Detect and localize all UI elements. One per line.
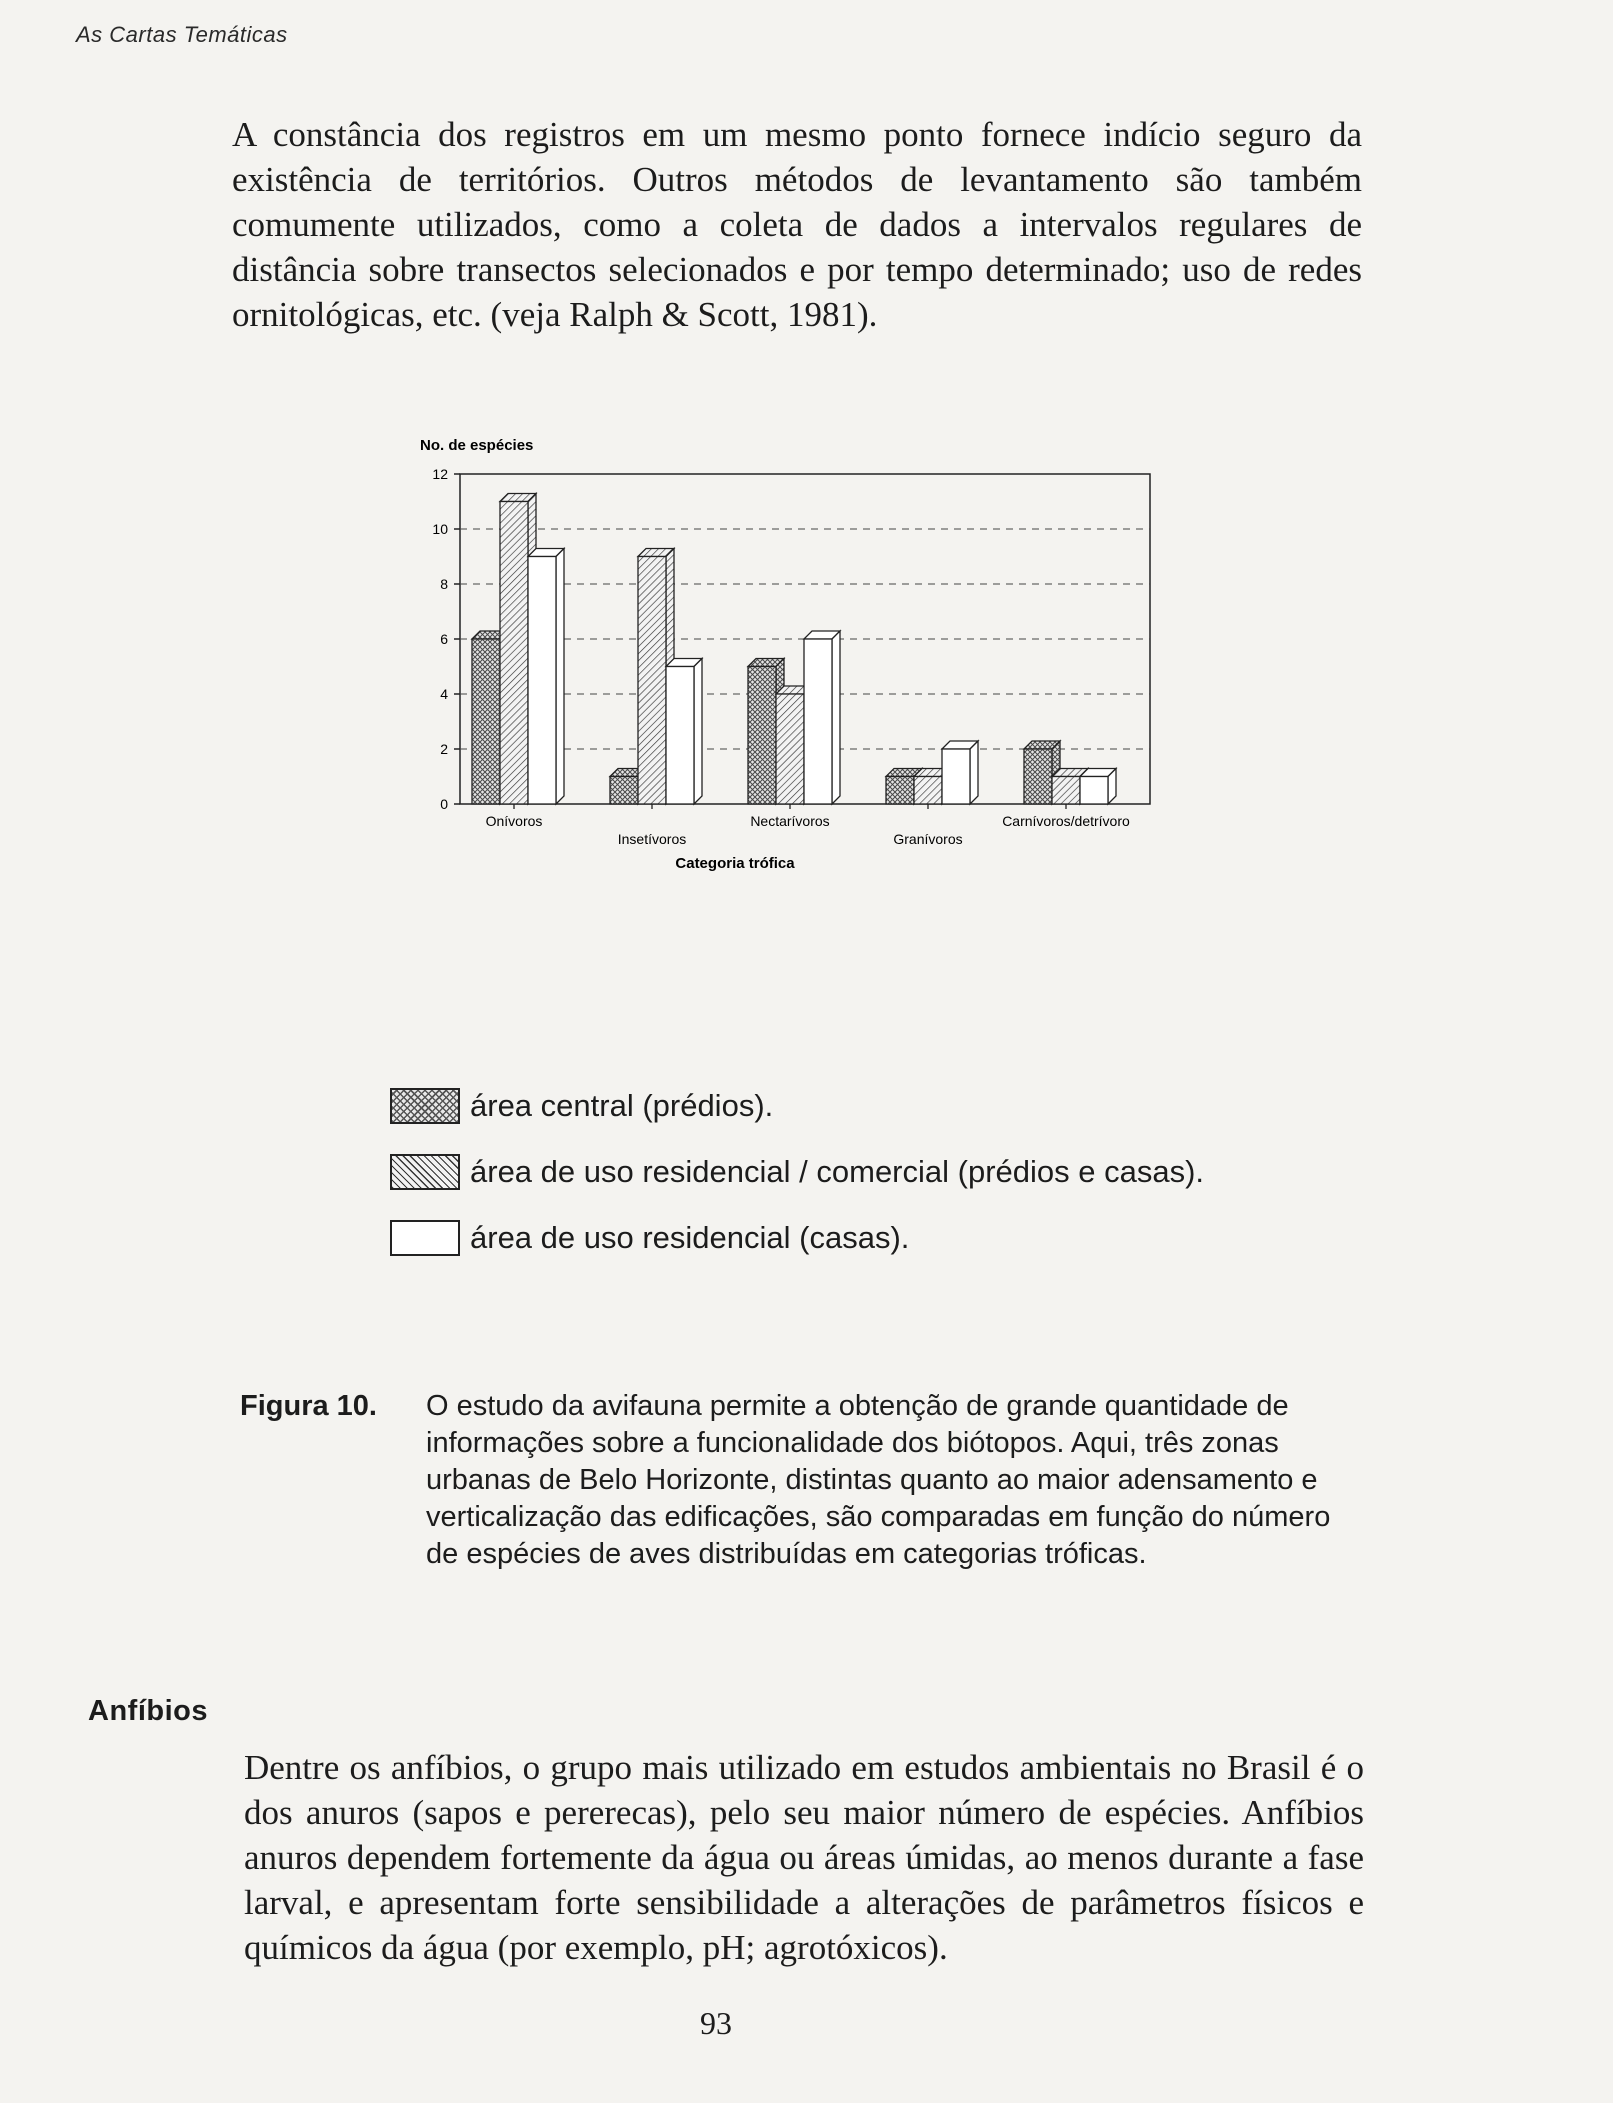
bar-side [694,659,702,805]
bar [528,557,556,805]
legend-item-central [390,1073,1204,1139]
y-tick-label: 6 [440,631,448,647]
y-tick-label: 10 [432,521,448,537]
legend-label-residential: área de uso residencial (casas). [470,1220,910,1255]
section-paragraph: Dentre os anfíbios, o grupo mais utilizado em estudos ambientais no Brasil é o dos anuros (sapos e pererecas), pelo seu maior número de espécies. Anfíbios anuros dependem fortemente da água ou áreas úmidas, ao menos durante a fase larval, e apresentam forte sensibilidade a alterações de parâmetros físicos e químicos da água (por exemplo, pH; agrotóxicos). [244,1748,1364,1967]
y-tick-label: 8 [440,576,448,592]
bar [942,749,970,804]
running-head: As Cartas Temáticas [76,22,288,47]
bar-side [832,631,840,804]
x-tick-label: Nectarívoros [750,813,830,829]
y-tick-label: 2 [440,741,448,757]
bar-side [970,741,978,804]
intro-paragraph: A constância dos registros em um mesmo ponto fornece indício seguro da existência de territórios. Outros métodos de levantamento são também comumente utilizados, como a coleta de dados a intervalos regulares de distância sobre transectos selecionados e por tempo determinado; uso de redes ornitológicas, etc. (veja Ralph & Scott, 1981). [232,115,1362,334]
bar [1024,749,1052,804]
section-heading: Anfíbios [88,1695,208,1727]
bar [500,502,528,805]
legend-item-residential [390,1205,1204,1271]
x-tick-label: Carnívoros/detrívoro [1002,813,1130,829]
bar [1052,777,1080,805]
bar [914,777,942,805]
bar [748,667,776,805]
y-axis-label: No. de espécies [420,437,534,454]
bar [1080,777,1108,805]
legend-label-central: área central (prédios). [470,1088,774,1123]
figure-caption [240,1388,1370,1573]
bar-side [556,549,564,805]
legend-swatch-mixed [390,1154,460,1190]
legend-swatch-central [390,1088,460,1124]
x-tick-label: Onívoros [485,813,543,829]
legend-swatch-residential [390,1220,460,1256]
chart-svg [400,432,1190,902]
bar [472,639,500,804]
chart-legend [390,1073,1204,1271]
x-tick-label: Insetívoros [617,831,687,847]
caption-label: Figura 10. [240,1390,377,1422]
bar [666,667,694,805]
bar [638,557,666,805]
y-tick-label: 4 [440,686,448,702]
bar-chart [400,432,1190,902]
bar [610,777,638,805]
page-number: 93 [700,2005,732,2041]
bar [886,777,914,805]
y-tick-label: 0 [440,796,448,812]
legend-item-mixed [390,1139,1204,1205]
y-tick-label: 12 [432,466,448,482]
bar [776,694,804,804]
bar [804,639,832,804]
x-axis-label: Categoria trófica [675,855,795,872]
caption-text: O estudo da avifauna permite a obtenção de grande quantidade de informações sobre a funcionalidade dos biótopos. Aqui, três zonas urbanas de Belo Horizonte, distintas quanto ao maior adensamento e verticalização das edificações, são comparadas em função do número de espécies de aves distribuídas em categorias tróficas. [426,1390,1331,1570]
x-tick-label: Granívoros [893,831,963,847]
legend-label-mixed: área de uso residencial / comercial (prédios e casas). [470,1154,1205,1189]
